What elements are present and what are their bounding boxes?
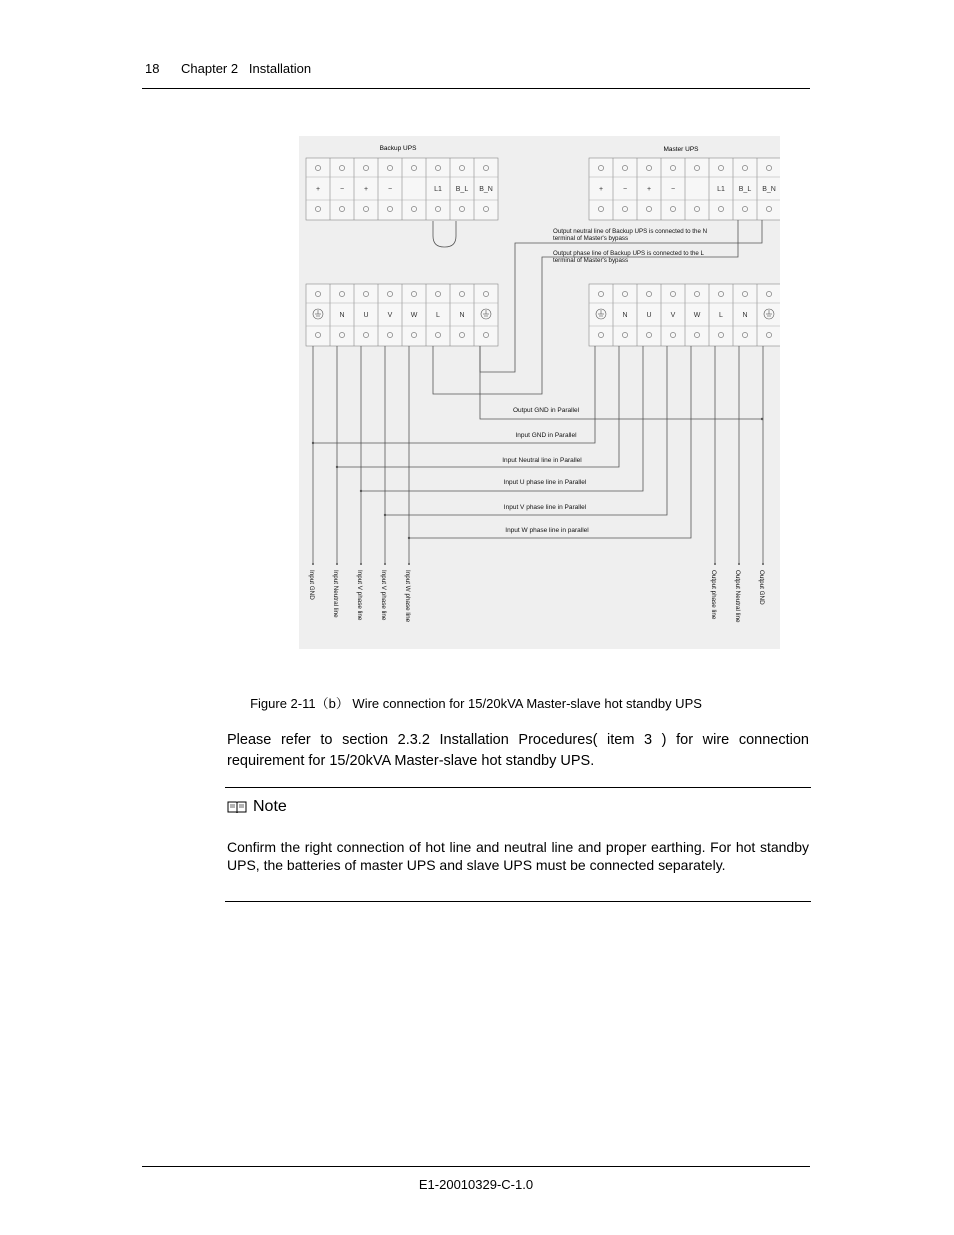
terminal-label: −	[670, 186, 676, 193]
note-heading	[227, 798, 287, 816]
terminal-label: V	[670, 312, 676, 319]
bottom-label-left: Input V phase line	[380, 570, 387, 621]
terminal-label: N	[459, 312, 465, 319]
master-ups-title: Master UPS	[663, 146, 699, 153]
document-code: E1-20010329-C-1.0	[418, 1177, 534, 1192]
master-io-terminal-block	[589, 284, 780, 346]
terminal-label: U	[646, 312, 652, 319]
note-bottom-rule	[225, 901, 811, 902]
neutral-line-note-1: Output neutral line of Backup UPS is connected to the N	[553, 228, 708, 235]
bottom-label-right: Output phase line	[710, 570, 717, 620]
terminal-label: W	[693, 312, 701, 319]
terminal-label: −	[387, 186, 393, 193]
input-gnd-parallel-label: Input GND in Parallel	[515, 432, 577, 439]
bottom-label-left: Input W phase line	[404, 570, 411, 623]
terminal-label: B_N	[762, 186, 776, 193]
terminal-label: −	[339, 186, 345, 193]
bottom-label-left: Input GND	[308, 570, 315, 600]
book-icon	[227, 800, 247, 814]
note-top-rule	[225, 787, 811, 788]
terminal-label: N	[622, 312, 628, 319]
terminal-label: +	[646, 186, 652, 193]
backup-ups-title: Backup UPS	[379, 145, 417, 152]
terminal-label: N	[742, 312, 748, 319]
terminal-label: V	[387, 312, 393, 319]
bottom-label-right: Output Neutral line	[734, 570, 741, 623]
terminal-label: W	[410, 312, 418, 319]
terminal-label: +	[598, 186, 604, 193]
terminal-label: N	[339, 312, 345, 319]
terminal-label: B_L	[738, 186, 752, 193]
bottom-label-left: Input Neutral line	[332, 570, 339, 618]
wiring-diagram	[299, 136, 780, 649]
note-body: Confirm the right connection of hot line and neutral line and proper earthing. For hot standby UPS, the batteries of master UPS and slave UPS must be connected separately.	[227, 839, 809, 873]
neutral-line-note-2: terminal of Master's bypass	[553, 235, 629, 242]
input-w-parallel-label: Input W phase line in parallel	[505, 527, 589, 534]
header-rule	[142, 88, 810, 89]
output-gnd-parallel-label: Output GND in Parallel	[512, 407, 580, 414]
terminal-label: +	[315, 186, 321, 193]
terminal-label: L	[719, 312, 723, 319]
phase-line-note-1: Output phase line of Backup UPS is connected to the L	[553, 250, 705, 257]
terminal-label: L1	[434, 186, 442, 193]
terminal-label: B_N	[479, 186, 493, 193]
body-paragraph: Please refer to section 2.3.2 Installation Procedures( item 3 ) for wire connection requirement for 15/20kVA Master-slave hot standby UPS.	[227, 732, 809, 769]
input-neutral-parallel-label: Input Neutral line in Parallel	[502, 457, 582, 464]
terminal-label: U	[363, 312, 369, 319]
note-title: Note	[253, 798, 287, 815]
backup-io-terminal-block	[306, 284, 498, 346]
footer-rule	[142, 1166, 810, 1167]
bottom-label-left: Input V phase line	[356, 570, 363, 621]
input-u-parallel-label: Input U phase line in Parallel	[503, 479, 587, 486]
bottom-label-right: Output GND	[758, 570, 765, 605]
page-header	[145, 61, 311, 76]
figure-caption: Figure 2-11（b） Wire connection for 15/20kVA Master-slave hot standby UPS	[250, 696, 702, 711]
chapter-title: Chapter 2 Installation	[181, 61, 312, 76]
master-battery-terminal-block	[589, 158, 780, 220]
backup-battery-terminal-block	[306, 158, 498, 220]
phase-line-note-2: terminal of Master's bypass	[553, 257, 629, 264]
terminal-label: L	[436, 312, 440, 319]
terminal-label: L1	[717, 186, 725, 193]
terminal-label: −	[622, 186, 628, 193]
terminal-label: +	[363, 186, 369, 193]
page-number: 18	[145, 61, 160, 76]
terminal-label: B_L	[455, 186, 469, 193]
input-v-parallel-label: Input V phase line in Parallel	[503, 504, 587, 511]
